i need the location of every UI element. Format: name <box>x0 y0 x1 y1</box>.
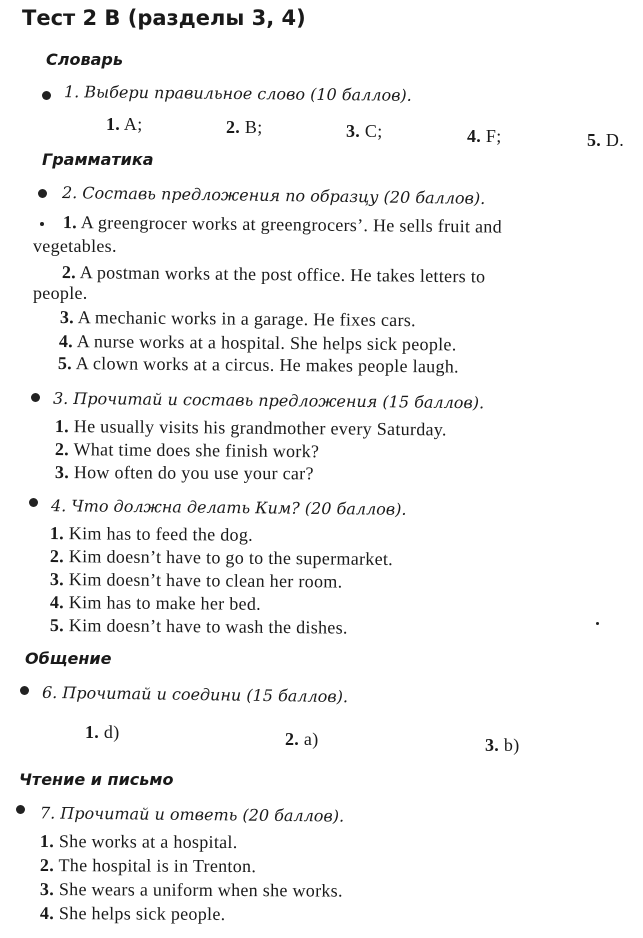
task7-item: 2. The hospital is in Trenton. <box>39 855 257 877</box>
task3-heading: 3. Прочитай и составь предложения (15 баллов). <box>52 388 485 413</box>
task3-item: 2. What time does she finish work? <box>54 439 320 462</box>
task2-item-continuation: people. <box>33 283 88 303</box>
task2-item: 4. A nurse works at a hospital. She helps sick people. <box>58 331 457 355</box>
task4-item: 2. Kim doesn’t have to go to the supermarket. <box>49 546 394 569</box>
task3-item: 1. He usually visits his grandmother every Saturday. <box>54 416 447 440</box>
section-communication: Общение <box>25 649 112 668</box>
dot-mark-icon <box>40 222 44 226</box>
task7-heading: 7. Прочитай и ответь (20 баллов). <box>39 803 345 826</box>
task2-item: 1. A greengrocer works at greengrocers’. He sells fruit and <box>62 212 503 237</box>
task4-heading: 4. Что должна делать Ким? (20 баллов). <box>50 496 407 519</box>
task1-answer: 3. C; <box>346 121 383 141</box>
task3-item: 3. How often do you use your car? <box>54 462 314 484</box>
task4-item: 4. Kim has to make her bed. <box>49 592 262 614</box>
task6-answer: 3. b) <box>485 735 520 755</box>
task-bullet-icon <box>16 805 25 814</box>
section-grammar: Грамматика <box>42 150 154 169</box>
task7-item: 4. She helps sick people. <box>39 903 226 924</box>
speck-mark-icon <box>596 622 599 625</box>
task1-answer: 1. A; <box>106 114 143 134</box>
task7-item: 1. She works at a hospital. <box>39 831 238 853</box>
task1-heading: 1. Выбери правильное слово (10 баллов). <box>63 82 412 105</box>
task1-answer: 2. B; <box>226 117 263 137</box>
task2-item: 2. A postman works at the post office. He takes letters to <box>61 262 486 287</box>
task-bullet-icon <box>42 91 51 100</box>
task4-item: 3. Kim doesn’t have to clean her room. <box>49 569 343 592</box>
task-bullet-icon <box>29 498 38 507</box>
task7-item: 3. She wears a uniform when she works. <box>39 879 343 901</box>
task1-answer: 4. F; <box>467 126 502 146</box>
task-bullet-icon <box>20 686 29 695</box>
section-vocabulary: Словарь <box>46 50 123 69</box>
task4-item: 5. Kim doesn’t have to wash the dishes. <box>49 615 348 638</box>
task2-heading: 2. Составь предложения по образцу (20 баллов). <box>61 183 486 208</box>
task6-heading: 6. Прочитай и соедини (15 баллов). <box>41 682 349 707</box>
task4-item: 1. Kim has to feed the dog. <box>49 523 254 545</box>
task-bullet-icon <box>31 393 40 402</box>
task-bullet-icon <box>38 189 47 198</box>
page-title: Тест 2 B (разделы 3, 4) <box>22 6 306 30</box>
task2-item: 3. A mechanic works in a garage. He fixes cars. <box>59 307 416 331</box>
task6-answer: 2. a) <box>285 729 319 749</box>
section-reading-writing: Чтение и письмо <box>19 770 174 789</box>
task2-item-continuation: vegetables. <box>33 236 117 256</box>
task2-item: 5. A clown works at a circus. He makes people laugh. <box>57 353 460 377</box>
task1-answer: 5. D. <box>587 130 625 150</box>
task6-answer: 1. d) <box>85 722 120 742</box>
